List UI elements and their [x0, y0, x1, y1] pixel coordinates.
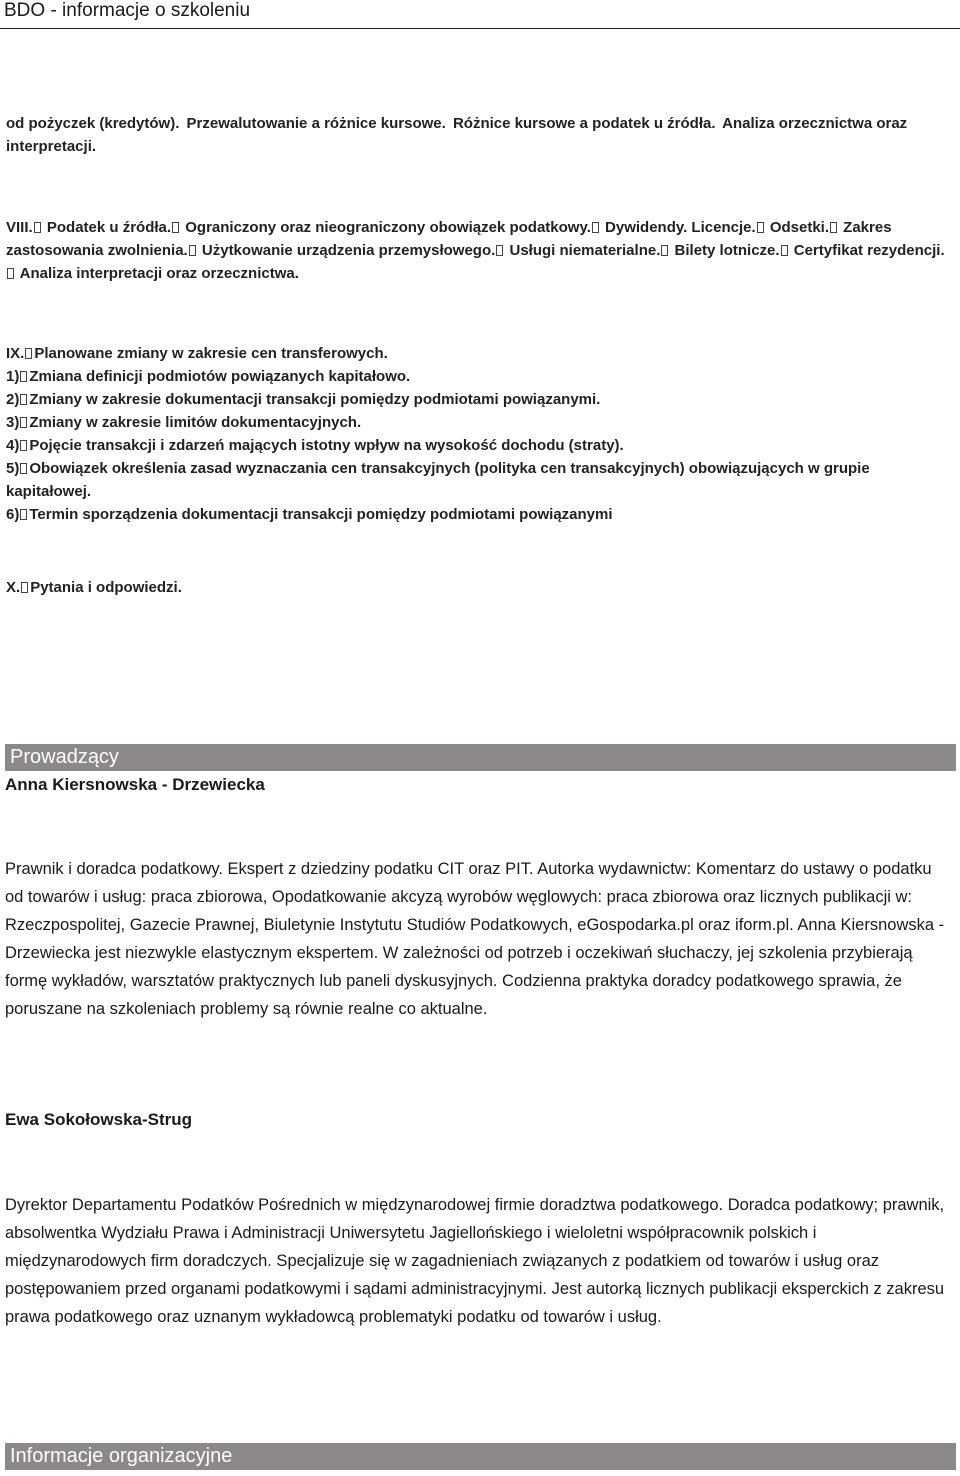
- section-bar-trainers: [5, 744, 956, 771]
- placeholder-glyph-icon: [496, 245, 503, 256]
- list-number: 6): [6, 506, 20, 523]
- list-text: Pojęcie transakcji i zdarzeń mających istotny wpływ na wysokość dochodu (straty).: [29, 437, 624, 454]
- list-text: Obowiązek określenia zasad wyznaczania cen transakcyjnych (polityka cen transakcyjnych) obowiązujących w grupie kapitałowej.: [6, 460, 870, 500]
- agenda-list-item: [6, 503, 946, 526]
- agenda-item: Usługi niematerialne.: [509, 242, 661, 259]
- placeholder-glyph-icon: [20, 440, 27, 451]
- agenda-item: Dywidendy. Licencje.: [605, 219, 756, 236]
- agenda-item: Analiza interpretacji oraz orzecznictwa.: [19, 265, 299, 282]
- agenda-heading: Planowane zmiany w zakresie cen transferowych.: [34, 345, 388, 362]
- placeholder-glyph-icon: [25, 348, 32, 359]
- agenda-block-continuation: [6, 112, 946, 158]
- placeholder-glyph-icon: [830, 222, 837, 233]
- agenda-item: Podatek u źródła.: [46, 219, 172, 236]
- agenda-number: X.: [6, 579, 21, 596]
- placeholder-glyph-icon: [20, 509, 27, 520]
- section-title: Prowadzący: [10, 746, 119, 768]
- agenda-heading-x: [6, 576, 946, 599]
- list-text: Zmiany w zakresie limitów dokumentacyjnych.: [29, 414, 362, 431]
- agenda-item: Certyfikat rezydencji.: [793, 242, 945, 259]
- page-header: [0, 0, 960, 29]
- placeholder-glyph-icon: [781, 245, 788, 256]
- agenda-number: IX.: [6, 345, 25, 362]
- section-bar-organizational-info: [5, 1443, 956, 1470]
- agenda-item: Odsetki.: [769, 219, 829, 236]
- list-text: Zmiana definicji podmiotów powiązanych kapitałowo.: [29, 368, 411, 385]
- placeholder-glyph-icon: [592, 222, 599, 233]
- list-text: Zmiany w zakresie dokumentacji transakcji pomiędzy podmiotami powiązanymi.: [29, 391, 601, 408]
- agenda-list-item: [6, 457, 946, 503]
- agenda-list-item: [6, 365, 946, 388]
- section-title: Informacje organizacyjne: [10, 1445, 233, 1467]
- list-text: Termin sporządzenia dokumentacji transakcji pomiędzy podmiotami powiązanymi: [29, 506, 613, 523]
- page-title: BDO - informacje o szkoleniu: [4, 0, 251, 21]
- placeholder-glyph-icon: [20, 371, 27, 382]
- placeholder-glyph-icon: [661, 245, 668, 256]
- placeholder-glyph-icon: [20, 394, 27, 405]
- agenda-item: Użytkowanie urządzenia przemysłowego.: [201, 242, 496, 259]
- placeholder-glyph-icon: [189, 245, 196, 256]
- trainer-bio: Prawnik i doradca podatkowy. Ekspert z dziedziny podatku CIT oraz PIT. Autorka wydawnictw: Komentarz do ustawy o podatku od towarów i usług: praca zbiorowa, Opodatkowanie akcyzą wyrobów węglowych: praca zbiorowa oraz licznych publikacji w: Rzeczpospolitej, Gazecie Prawnej, Biuletynie Instytutu Studiów Podatkowych, eGospodarka.pl oraz iform.pl. Anna Kiersnowska - Drzewiecka jest niezwykle elastycznym ekspertem. W zależności od potrzeb i oczekiwań słuchaczy, jej szkolenia przybierają formę wykładów, warsztatów praktycznych lub paneli dyskusyjnych. Codzienna praktyka doradcy podatkowego sprawia, że poruszane na szkoleniach problemy są równie realne co aktualne.: [5, 860, 945, 1018]
- list-number: 4): [6, 437, 20, 454]
- trainer-bio: Dyrektor Departamentu Podatków Pośrednich w międzynarodowej firmie doradztwa podatkowego. Doradca podatkowy; prawnik, absolwentka Wydziału Prawa i Administracji Uniwersytetu Jagiellońskiego i wieloletni współpracownik polskich i międzynarodowych firm doradczych. Specjalizuje się w zagadnieniach związanych z podatkiem od towarów i usług oraz postępowaniem przed organami podatkowymi i sądami administracyjnymi. Jest autorką licznych publikacji eksperckich z zakresu prawa podatkowego oraz uznanym wykładowcą problematyki podatku od towarów i usług.: [5, 1196, 945, 1326]
- list-number: 1): [6, 368, 20, 385]
- agenda-item: Bilety lotnicze.: [674, 242, 780, 259]
- placeholder-glyph-icon: [20, 463, 27, 474]
- agenda-number: VIII.: [6, 219, 33, 236]
- trainer-name: Ewa Sokołowska-Strug: [5, 1110, 193, 1129]
- agenda-block-x: [6, 576, 946, 599]
- placeholder-glyph-icon: [7, 268, 14, 279]
- placeholder-glyph-icon: [34, 222, 41, 233]
- placeholder-glyph-icon: [21, 582, 28, 593]
- list-number: 5): [6, 460, 20, 477]
- agenda-block-ix: [6, 342, 946, 526]
- agenda-list-item: [6, 411, 946, 434]
- placeholder-glyph-icon: [172, 222, 179, 233]
- agenda-heading: Pytania i odpowiedzi.: [30, 579, 182, 596]
- agenda-item: Ograniczony oraz nieograniczony obowiązek podatkowy.: [185, 219, 591, 236]
- agenda-block-viii: [6, 216, 946, 285]
- agenda-list-item: [6, 434, 946, 457]
- list-number: 3): [6, 414, 20, 431]
- trainer-name: Anna Kiersnowska - Drzewiecka: [5, 775, 265, 794]
- agenda-list-item: [6, 388, 946, 411]
- agenda-item: Zakres zastosowania zwolnienia.: [6, 219, 892, 259]
- placeholder-glyph-icon: [757, 222, 764, 233]
- agenda-heading-ix: [6, 342, 946, 365]
- list-number: 2): [6, 391, 20, 408]
- placeholder-glyph-icon: [20, 417, 27, 428]
- agenda-text: od pożyczek (kredytów). Przewalutowanie a różnice kursowe. Różnice kursowe a podatek u źródła. Analiza orzecznictwa oraz interpretacji.: [6, 115, 908, 155]
- agenda-paragraph-viii: [6, 216, 946, 285]
